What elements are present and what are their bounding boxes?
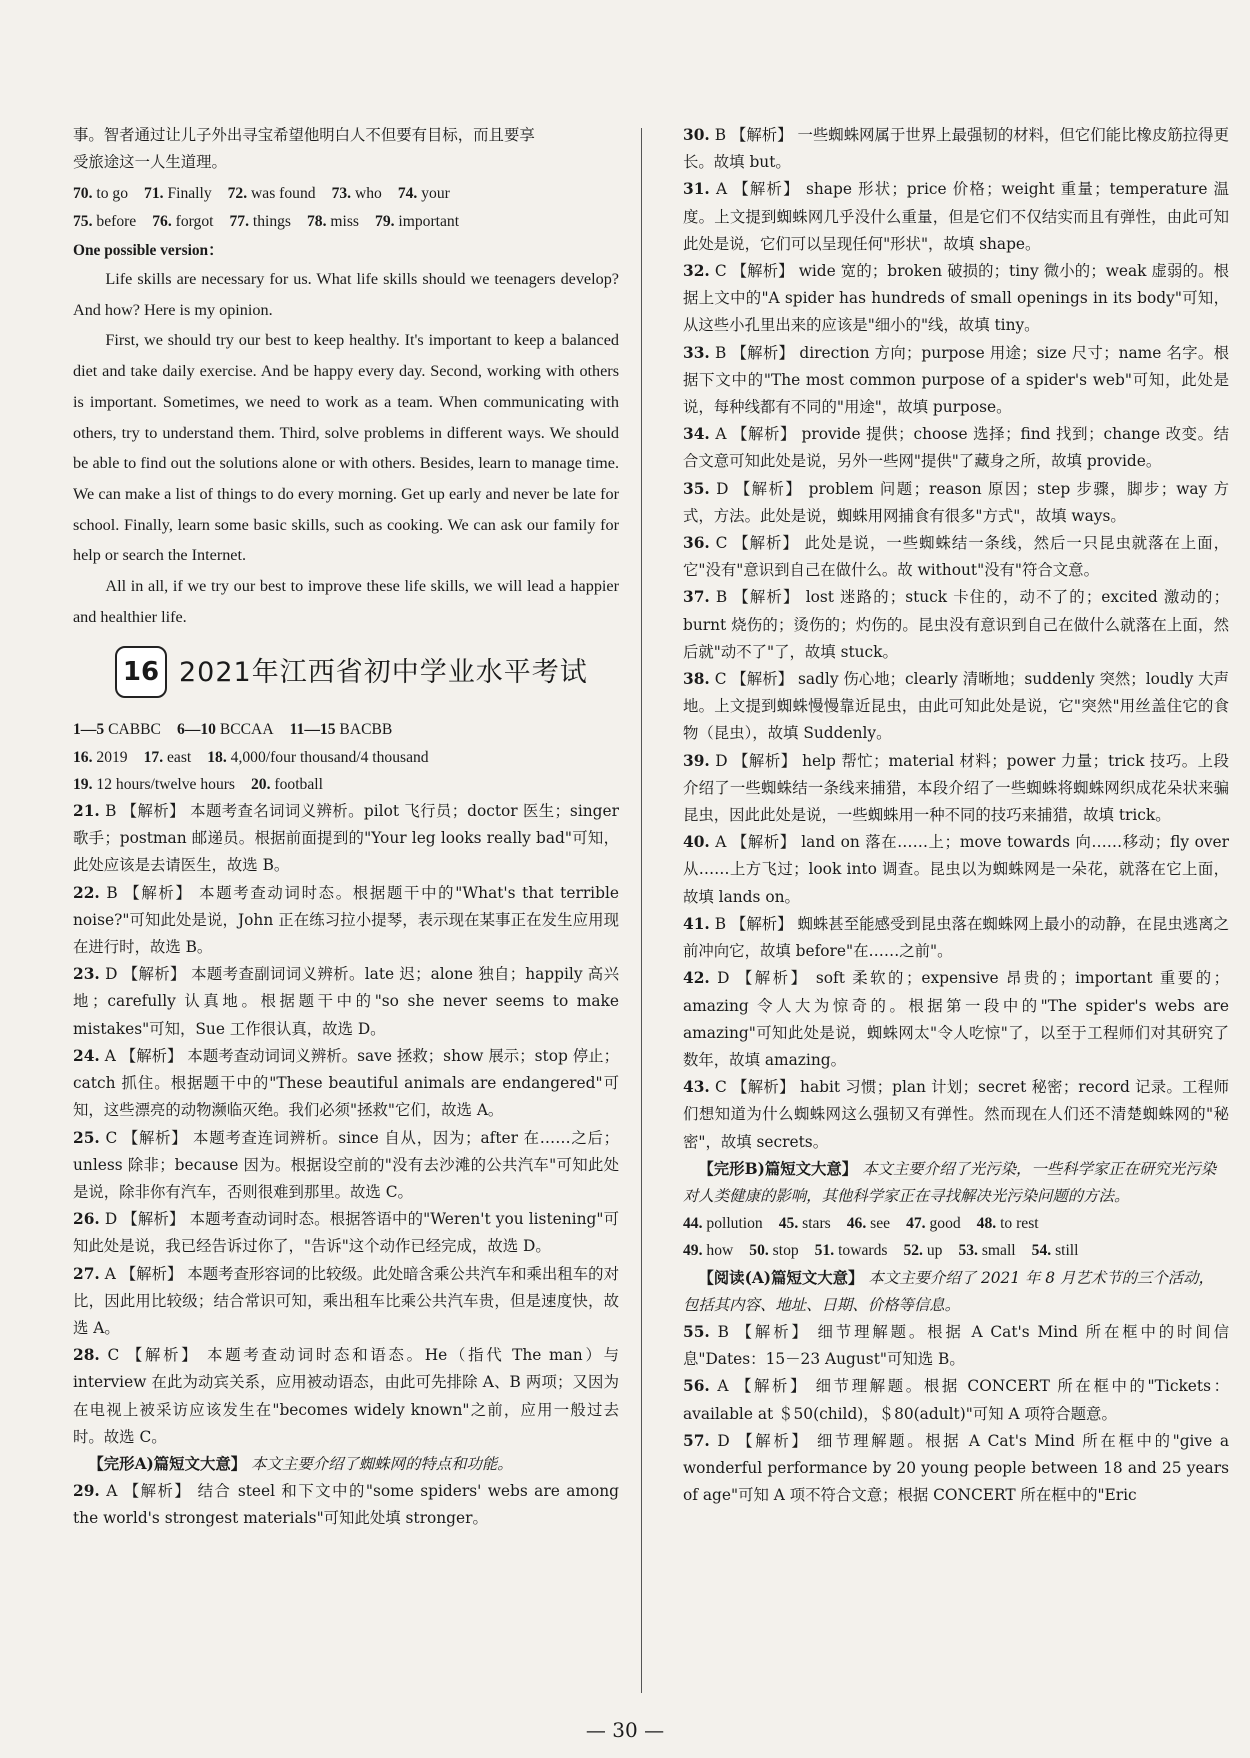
item-number: 28. xyxy=(73,1346,100,1365)
answer-value: pollution xyxy=(706,1215,763,1233)
answer-number: 71. xyxy=(144,185,164,203)
item-number: 40. xyxy=(683,833,710,852)
item-number: 33. xyxy=(683,343,710,362)
section-text: 本文主要介绍了光污染，一些科学家正在研究光污染对人类健康的影响，其他科学家正在寻找解决光污染问题的方法。 xyxy=(683,1159,1217,1205)
intro-line: 受旅途这一人生道理。 xyxy=(73,153,227,172)
explanation-item: 29. A 【解析】 结合 steel 和下文中的"some spiders' webs are among the world's strongest materials"可知此处填 stronger。 xyxy=(73,1482,619,1528)
answer-value: your xyxy=(421,185,450,203)
answer-number: 17. xyxy=(143,748,164,766)
explanation-item xyxy=(73,798,619,880)
explanation-item xyxy=(683,965,1229,1074)
essay-paragraph: First, we should try our best to keep healthy. It's important to keep a balanced diet and take daily exercise. And be happy every day. Second, working with others is important. Sometimes, we need to work as a team. When communicating with others, try to understand them. Third, solve problems in different ways. We should be able to find out the solutions alone or with others. Besides, learn to manage time. We can make a list of things to do every morning. Get up early and never be late for school. Finally, learn some basic skills, such as cooking. We can ask our family for help or search the Internet. xyxy=(73,331,619,565)
answer-number: 72. xyxy=(227,185,248,203)
item-number: 30. xyxy=(683,126,710,144)
item-number: 24. xyxy=(73,1046,100,1065)
explanation-item xyxy=(683,1319,1229,1373)
answer-value: CABBC xyxy=(108,721,161,739)
explanation-item xyxy=(683,530,1229,584)
explanation-item xyxy=(73,880,619,962)
answer-number: 77. xyxy=(229,212,249,230)
item-text: D 【解析】 problem 问题；reason 原因；step 步骤，脚步；way 方式，方法。此处是说，蜘蛛用网捕食有很多"方式"，故填 ways。 xyxy=(683,479,1229,525)
answer-value: good xyxy=(929,1215,961,1233)
explanation-item xyxy=(683,421,1229,475)
answer-number: 75. xyxy=(73,212,93,230)
answer-row xyxy=(73,771,619,798)
answer-value: stars xyxy=(802,1215,831,1233)
exam-number-badge: 16 xyxy=(115,646,167,698)
model-essay xyxy=(73,264,619,632)
answer-number: 54. xyxy=(1031,1242,1052,1260)
answer-row xyxy=(73,180,619,207)
answer-number: 51. xyxy=(814,1242,835,1260)
explanation-item xyxy=(683,176,1229,258)
item-number: 41. xyxy=(683,914,710,933)
item-number: 39. xyxy=(683,751,710,770)
answer-number: 52. xyxy=(903,1242,923,1260)
answers-70-79 xyxy=(73,180,619,234)
explanation-item xyxy=(73,1261,619,1343)
answer-number: 11—15 xyxy=(289,721,336,739)
page-number: — 30 — xyxy=(585,1718,665,1742)
item-text: D 【解析】 本题考查副词词义辨析。late 迟；alone 独自；happily 高兴地；carefully 认真地。根据题干中的"so she never seems to make mistakes"可知，Sue 工作很认真，故选 D。 xyxy=(73,965,619,1038)
answer-value: up xyxy=(926,1242,943,1260)
answer-value: to rest xyxy=(1000,1215,1039,1233)
explanation-item xyxy=(73,1206,619,1260)
answer-value: miss xyxy=(330,212,360,230)
answer-row xyxy=(683,1237,1229,1264)
section-summary-b xyxy=(683,1156,1229,1210)
answer-value: 2019 xyxy=(96,748,128,766)
right-explanations xyxy=(683,122,1229,1156)
item-text: C 【解析】 sadly 伤心地；clearly 清晰地；suddenly 突然；loudly 大声地。上文提到蜘蛛慢慢靠近昆虫，由此可知此处是说，它"突然"用丝盖住它的食物（昆虫），故填 Suddenly。 xyxy=(683,670,1229,743)
item-number: 34. xyxy=(683,425,710,444)
explanation-item xyxy=(683,258,1229,340)
item-text: D 【解析】 soft 柔软的；expensive 昂贵的；important 重要的；amazing 令人大为惊奇的。根据第一段中的"The spider's webs are amazing"可知此处是说，蜘蛛网太"令人吃惊"了，以至于工程师们对其研究了数年，故填 amazing。 xyxy=(683,969,1229,1069)
item-text: D 【解析】 细节理解题。根据 A Cat's Mind 所在框中的"give a wonderful performance by 20 young people between 18 and 25 years of age"可知 A 项不符合文意；根据 CONCERT 所在框中的"Eric xyxy=(683,1431,1229,1505)
answer-number: 49. xyxy=(683,1242,703,1260)
answer-value: was found xyxy=(251,185,316,203)
answer-value: 4,000/four thousand/4 thousand xyxy=(230,748,429,766)
item-number: 56. xyxy=(683,1377,710,1396)
section-text: 本文主要介绍了 2021 年 8 月艺术节的三个活动，包括其内容、地址、日期、价格等信息。 xyxy=(683,1268,1214,1314)
answer-number: 19. xyxy=(73,775,93,793)
item-number: 57. xyxy=(683,1431,710,1450)
answer-number: 1—5 xyxy=(73,721,105,739)
choice-answers xyxy=(73,716,619,743)
explanation-item xyxy=(683,1074,1229,1156)
item-text: D 【解析】 help 帮忙；material 材料；power 力量；trick 技巧。上段介绍了一些蜘蛛结一条线来捕猎，本段介绍了一些蜘蛛将蜘蛛网织成花朵状来骗昆虫，因此此处是说，一些蜘蛛用一种不同的技巧来捕猎，故填 trick。 xyxy=(683,751,1229,825)
item-number: 38. xyxy=(683,670,710,689)
explanation-item xyxy=(683,666,1229,748)
column-divider xyxy=(641,128,642,1693)
reading-explanations xyxy=(683,1319,1229,1509)
answer-number: 45. xyxy=(778,1215,799,1233)
item-text: C 【解析】 本题考查动词时态和语态。He（指代 The man）与 interview 在此为动宾关系，应用被动语态，由此可先排除 A、B 两项；又因为在电视上被采访应该发生在"becomes widely known"之前，应用一般过去时。故选 C。 xyxy=(73,1346,619,1446)
item-text: C 【解析】 habit 习惯；plan 计划；secret 秘密；record 记录。工程师们想知道为什么蜘蛛网这么强韧又有弹性。然而现在人们还不清楚蜘蛛网的"秘密"，故填 secrets。 xyxy=(683,1078,1229,1151)
item-text: A 【解析】 land on 落在……上；move towards 向……移动；fly over 从……上方飞过；look into 调查。昆虫以为蜘蛛网是一朵花，就落在它上面，故填 lands on。 xyxy=(683,833,1229,906)
answer-number: 6—10 xyxy=(176,721,216,739)
answer-row xyxy=(73,744,619,771)
item-number: 31. xyxy=(683,180,710,199)
answer-value: forgot xyxy=(175,212,214,230)
answer-value: BCCAA xyxy=(219,721,274,739)
exam-heading xyxy=(115,642,619,702)
answer-value: important xyxy=(398,212,460,230)
short-answers xyxy=(73,744,619,798)
item-text: B 【解析】 本题考查动词时态。根据题干中的"What's that terrible noise?"可知此处是说，John 正在练习拉小提琴，表示现在某事正在发生应用现在进行时，故选 B。 xyxy=(73,883,619,957)
answer-value: before xyxy=(96,212,137,230)
item-text: A 【解析】 shape 形状；price 价格；weight 重量；temperature 温度。上文提到蜘蛛网几乎没什么重量，但是它们不仅结实而且有弹性，由此可知此处是说，它们可以呈现任何"形状"，故填 shape。 xyxy=(683,180,1229,253)
answer-value: east xyxy=(167,748,192,766)
section-label: 【阅读(A)篇短文大意】 xyxy=(698,1268,864,1287)
answer-value: football xyxy=(274,775,323,793)
answer-value: small xyxy=(981,1242,1016,1260)
answer-number: 16. xyxy=(73,748,93,766)
answers-44-54 xyxy=(683,1210,1229,1264)
exam-title: 2021年江西省初中学业水平考试 xyxy=(179,656,588,688)
answer-number: 76. xyxy=(152,212,172,230)
answer-value: Finally xyxy=(167,185,212,203)
explanation-item xyxy=(683,340,1229,422)
answer-number: 79. xyxy=(375,212,395,230)
version-heading: One possible version： xyxy=(73,241,224,259)
section-text: 本文主要介绍了蜘蛛网的特点和功能。 xyxy=(251,1454,513,1473)
explanation-item xyxy=(683,1428,1229,1510)
answer-value: 12 hours/twelve hours xyxy=(96,775,235,793)
essay-paragraph: Life skills are necessary for us. What life skills should we teenagers develop? And how? Here is my opinion. xyxy=(73,270,619,319)
item-text: B 【解析】 一些蜘蛛网属于世界上最强韧的材料，但它们能比橡皮筋拉得更长。故填 but。 xyxy=(683,126,1229,172)
answer-value: stop xyxy=(772,1242,799,1260)
item-number: 25. xyxy=(73,1128,100,1147)
explanation-item xyxy=(683,829,1229,911)
answer-number: 20. xyxy=(251,775,271,793)
answer-number: 18. xyxy=(207,748,227,766)
answer-number: 47. xyxy=(906,1215,926,1233)
answer-row xyxy=(73,716,619,743)
answer-value: who xyxy=(354,185,382,203)
item-text: B 【解析】 本题考查名词词义辨析。pilot 飞行员；doctor 医生；singer 歌手；postman 邮递员。根据前面提到的"Your leg looks really bad"可知，此处应该是去请医生，故选 B。 xyxy=(73,802,619,875)
section-label: 【完形A)篇短文大意】 xyxy=(88,1454,247,1473)
item-number: 27. xyxy=(73,1264,100,1283)
right-column xyxy=(683,122,1229,1509)
item-text: A 【解析】 本题考查形容词的比较级。此处暗含乘公共汽车和乘出租车的对比，因此用比较级；结合常识可知，乘出租车比乘公共汽车贵，但是速度快，故选 A。 xyxy=(73,1264,619,1337)
item-number: 43. xyxy=(683,1078,710,1097)
answer-number: 46. xyxy=(846,1215,867,1233)
explanation-item xyxy=(683,1373,1229,1427)
item-number: 37. xyxy=(683,588,710,607)
explanation-item xyxy=(73,1125,619,1207)
answer-number: 70. xyxy=(73,185,93,203)
answer-number: 73. xyxy=(331,185,352,203)
answer-value: see xyxy=(870,1215,891,1233)
explanation-item xyxy=(683,911,1229,965)
item-text: C 【解析】 本题考查连词辨析。since 自从，因为；after 在……之后；unless 除非；because 因为。根据设空前的"没有去沙滩的公共汽车"可知此处是说，除非你有汽车，否则很难到那里。故选 C。 xyxy=(73,1128,620,1201)
answer-number: 74. xyxy=(397,185,418,203)
item-text: C 【解析】 此处是说，一些蜘蛛结一条线，然后一只昆虫就落在上面，它"没有"意识到自己在做什么。故 without"没有"符合文意。 xyxy=(683,534,1229,580)
answer-row xyxy=(683,1210,1229,1237)
item-number: 42. xyxy=(683,969,710,988)
item-text: B 【解析】 蜘蛛甚至能感受到昆虫落在蜘蛛网上最小的动静，在昆虫逃离之前冲向它，故填 before"在……之前"。 xyxy=(683,914,1229,961)
answer-value: towards xyxy=(838,1242,888,1260)
item-text: A 【解析】 细节理解题。根据 CONCERT 所在框中的"Tickets：available at ＄50(child)，＄80(adult)"可知 A 项符合题意。 xyxy=(683,1377,1229,1423)
answer-number: 44. xyxy=(683,1215,703,1233)
answer-value: BACBB xyxy=(339,721,393,739)
item-number: 26. xyxy=(73,1210,100,1229)
item-number: 22. xyxy=(73,883,100,902)
answer-value: to go xyxy=(96,185,129,203)
explanation-item xyxy=(683,748,1229,830)
item-text: A 【解析】 本题考查动词词义辨析。save 拯救；show 展示；stop 停止；catch 抓住。根据题干中的"These beautiful animals are endangered"可知，这些漂亮的动物濒临灭绝。我们必须"拯救"它们，故选 A。 xyxy=(73,1046,619,1120)
explanation-item xyxy=(683,476,1229,530)
answer-row xyxy=(73,208,619,235)
item-text: D 【解析】 本题考查动词时态。根据答语中的"Weren't you listening"可知此处是说，我已经告诉过你了，"告诉"这个动作已经完成，故选 D。 xyxy=(73,1210,619,1256)
explanation-item xyxy=(683,584,1229,666)
item-number: 36. xyxy=(683,534,710,553)
section-summary-c xyxy=(683,1265,1229,1319)
explanation-item xyxy=(73,961,619,1043)
answer-number: 78. xyxy=(307,212,327,230)
item-text: B 【解析】 direction 方向；purpose 用途；size 尺寸；name 名字。根据下文中的"The most common purpose of a spider's web"可知，此处是说，每种线都有不同的"用途"，故填 purpose。 xyxy=(683,343,1229,417)
item-number: 32. xyxy=(683,262,710,281)
answer-value: still xyxy=(1055,1242,1079,1260)
answer-number: 48. xyxy=(976,1215,997,1233)
section-summary-a xyxy=(73,1451,619,1478)
explanation-item xyxy=(683,122,1229,176)
answer-value: how xyxy=(706,1242,734,1260)
item-number: 21. xyxy=(73,802,100,821)
left-explanations xyxy=(73,798,619,1451)
answer-number: 50. xyxy=(749,1242,769,1260)
answer-number: 53. xyxy=(958,1242,978,1260)
item-text: A 【解析】 provide 提供；choose 选择；find 找到；change 改变。结合文意可知此处是说，另外一些网"提供"了藏身之所，故填 provide。 xyxy=(683,425,1229,471)
explanation-item xyxy=(73,1342,619,1451)
item-number: 55. xyxy=(683,1322,710,1341)
explanation-item xyxy=(73,1043,619,1125)
item-text: B 【解析】 lost 迷路的；stuck 卡住的，动不了的；excited 激动的；burnt 烧伤的；烫伤的；灼伤的。昆虫没有意识到自己在做什么就落在上面，然后就"动不了"了，故填 stuck。 xyxy=(683,588,1229,661)
essay-paragraph: All in all, if we try our best to improve these life skills, we will lead a happier and healthier life. xyxy=(73,577,619,626)
item-text: B 【解析】 细节理解题。根据 A Cat's Mind 所在框中的时间信息"Dates：15－23 August"可知选 B。 xyxy=(683,1322,1229,1369)
item-number: 23. xyxy=(73,965,100,984)
left-column xyxy=(73,122,619,1533)
answer-value: things xyxy=(252,212,291,230)
intro-line: 事。智者通过让儿子外出寻宝希望他明白人不但要有目标，而且要享 xyxy=(73,126,535,144)
item-number: 35. xyxy=(683,479,710,498)
intro-paragraph xyxy=(73,122,619,176)
section-label: 【完形B)篇短文大意】 xyxy=(698,1159,858,1178)
item-text: C 【解析】 wide 宽的；broken 破损的；tiny 微小的；weak 虚弱的。根据上文中的"A spider has hundreds of small openings in its body"可知，从这些小孔里出来的应该是"细小的"线，故填 tiny。 xyxy=(683,262,1229,335)
